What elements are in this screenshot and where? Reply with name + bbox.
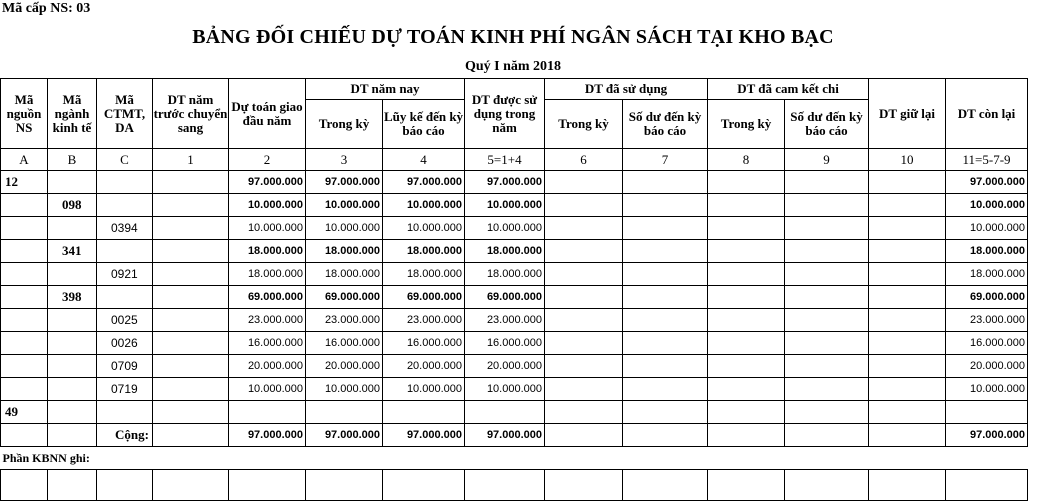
index-cell: 4 <box>383 149 465 171</box>
index-cell: A <box>1 149 48 171</box>
amount-cell <box>623 171 708 194</box>
table-row <box>1 332 1028 355</box>
table-row <box>1 286 1028 309</box>
col-ma-ctmt: Mã CTMT, DA <box>97 79 153 149</box>
sector-code-cell <box>48 171 97 194</box>
total-empty <box>869 424 946 447</box>
amount-cell: 10.000.000 <box>383 378 465 401</box>
amount-cell: 18.000.000 <box>946 263 1028 286</box>
amount-cell: 10.000.000 <box>383 217 465 240</box>
sector-code-cell <box>48 309 97 332</box>
amount-cell <box>623 240 708 263</box>
program-code-cell <box>97 171 153 194</box>
total-empty <box>623 424 708 447</box>
program-code-cell: 0394 <box>97 217 153 240</box>
index-cell: 5=1+4 <box>465 149 545 171</box>
amount-cell: 97.000.000 <box>306 171 383 194</box>
source-code-cell <box>1 194 48 217</box>
amount-cell: 18.000.000 <box>465 263 545 286</box>
amount-cell <box>869 194 946 217</box>
amount-cell <box>383 401 465 424</box>
amount-cell: 23.000.000 <box>229 309 306 332</box>
source-code-cell <box>1 286 48 309</box>
empty-cell <box>946 470 1028 501</box>
table-row <box>1 217 1028 240</box>
source-code-cell <box>1 355 48 378</box>
kbnn-note: Phần KBNN ghi: <box>1 447 1028 470</box>
amount-cell <box>869 286 946 309</box>
amount-cell: 69.000.000 <box>306 286 383 309</box>
amount-cell: 23.000.000 <box>306 309 383 332</box>
amount-cell <box>623 286 708 309</box>
amount-cell: 20.000.000 <box>229 355 306 378</box>
empty-cell <box>465 470 545 501</box>
table-row <box>1 194 1028 217</box>
total-row <box>1 424 1028 447</box>
amount-cell <box>708 194 785 217</box>
amount-cell: 10.000.000 <box>946 378 1028 401</box>
empty-cell <box>306 470 383 501</box>
amount-cell: 10.000.000 <box>465 217 545 240</box>
total-cell: 97.000.000 <box>465 424 545 447</box>
amount-cell: 69.000.000 <box>465 286 545 309</box>
amount-cell <box>545 332 623 355</box>
amount-cell <box>785 355 869 378</box>
amount-cell <box>153 401 229 424</box>
empty-cell <box>785 470 869 501</box>
amount-cell: 10.000.000 <box>465 194 545 217</box>
sector-code-cell: 341 <box>48 240 97 263</box>
amount-cell: 69.000.000 <box>229 286 306 309</box>
amount-cell: 69.000.000 <box>383 286 465 309</box>
col-da-su-dung-so-du: Số dư đến kỳ báo cáo <box>623 100 708 149</box>
col-da-su-dung-trong-ky: Trong kỳ <box>545 100 623 149</box>
amount-cell: 23.000.000 <box>946 309 1028 332</box>
amount-cell <box>785 240 869 263</box>
table-row <box>1 355 1028 378</box>
col-dt-nam-nay: DT năm nay <box>306 79 465 100</box>
amount-cell <box>153 263 229 286</box>
amount-cell <box>869 171 946 194</box>
sector-code-cell <box>48 378 97 401</box>
amount-cell <box>153 240 229 263</box>
amount-cell <box>869 263 946 286</box>
source-code-cell <box>1 332 48 355</box>
report-period: Quý I năm 2018 <box>464 59 562 74</box>
amount-cell <box>623 309 708 332</box>
empty-cell <box>869 470 946 501</box>
amount-cell <box>708 309 785 332</box>
amount-cell: 18.000.000 <box>306 240 383 263</box>
sector-code-cell: 398 <box>48 286 97 309</box>
index-cell: 3 <box>306 149 383 171</box>
index-cell: 11=5-7-9 <box>946 149 1028 171</box>
amount-cell: 10.000.000 <box>306 217 383 240</box>
col-dt-da-su-dung: DT đã sử dụng <box>545 79 708 100</box>
col-dt-con-lai: DT còn lại <box>946 79 1028 149</box>
amount-cell <box>153 309 229 332</box>
program-code-cell: 0026 <box>97 332 153 355</box>
amount-cell: 97.000.000 <box>465 171 545 194</box>
amount-cell: 10.000.000 <box>229 194 306 217</box>
index-cell: 10 <box>869 149 946 171</box>
total-cell: 97.000.000 <box>946 424 1028 447</box>
amount-cell <box>785 401 869 424</box>
amount-cell: 20.000.000 <box>465 355 545 378</box>
note-row <box>1 447 1028 470</box>
amount-cell <box>153 171 229 194</box>
amount-cell: 18.000.000 <box>306 263 383 286</box>
total-empty <box>545 424 623 447</box>
col-dt-nam-truoc: DT năm trước chuyển sang <box>153 79 229 149</box>
amount-cell <box>623 217 708 240</box>
amount-cell <box>545 217 623 240</box>
total-empty <box>48 424 97 447</box>
empty-cell <box>1 470 48 501</box>
total-cell: 97.000.000 <box>229 424 306 447</box>
program-code-cell: 0025 <box>97 309 153 332</box>
amount-cell <box>545 355 623 378</box>
col-ma-nganh: Mã ngành kinh tế <box>48 79 97 149</box>
sector-code-cell <box>48 217 97 240</box>
amount-cell: 10.000.000 <box>465 378 545 401</box>
amount-cell: 23.000.000 <box>465 309 545 332</box>
amount-cell <box>869 309 946 332</box>
col-du-toan-dau-nam: Dự toán giao đầu năm <box>229 79 306 149</box>
amount-cell <box>869 401 946 424</box>
index-cell: 8 <box>708 149 785 171</box>
amount-cell <box>785 332 869 355</box>
col-cam-ket-so-du: Số dư đến kỳ báo cáo <box>785 100 869 149</box>
amount-cell: 18.000.000 <box>229 240 306 263</box>
amount-cell <box>623 332 708 355</box>
total-cell: 97.000.000 <box>306 424 383 447</box>
total-cell: 97.000.000 <box>383 424 465 447</box>
amount-cell <box>545 286 623 309</box>
amount-cell <box>229 401 306 424</box>
amount-cell <box>708 286 785 309</box>
amount-cell: 10.000.000 <box>946 217 1028 240</box>
amount-cell <box>545 171 623 194</box>
col-cam-ket-trong-ky: Trong kỳ <box>708 100 785 149</box>
amount-cell <box>785 309 869 332</box>
empty-cell <box>48 470 97 501</box>
amount-cell: 16.000.000 <box>306 332 383 355</box>
total-empty <box>785 424 869 447</box>
total-empty <box>708 424 785 447</box>
amount-cell <box>869 332 946 355</box>
empty-cell <box>623 470 708 501</box>
program-code-cell <box>97 240 153 263</box>
amount-cell <box>545 194 623 217</box>
report-title: BẢNG ĐỐI CHIẾU DỰ TOÁN KINH PHÍ NGÂN SÁCH TẠI KHO BẠC <box>192 26 834 48</box>
col-ma-nguon: Mã nguồn NS <box>1 79 48 149</box>
amount-cell <box>708 355 785 378</box>
amount-cell: 97.000.000 <box>946 171 1028 194</box>
amount-cell: 18.000.000 <box>229 263 306 286</box>
amount-cell <box>465 401 545 424</box>
index-cell: 9 <box>785 149 869 171</box>
amount-cell <box>785 378 869 401</box>
amount-cell <box>153 286 229 309</box>
amount-cell: 20.000.000 <box>306 355 383 378</box>
amount-cell <box>869 240 946 263</box>
amount-cell <box>708 171 785 194</box>
empty-cell <box>153 470 229 501</box>
amount-cell <box>153 378 229 401</box>
amount-cell <box>545 378 623 401</box>
amount-cell: 97.000.000 <box>383 171 465 194</box>
amount-cell <box>708 332 785 355</box>
amount-cell <box>153 217 229 240</box>
source-code-cell: 49 <box>1 401 48 424</box>
program-code-cell: 0719 <box>97 378 153 401</box>
amount-cell <box>708 240 785 263</box>
amount-cell: 10.000.000 <box>383 194 465 217</box>
amount-cell <box>545 263 623 286</box>
sector-code-cell: 098 <box>48 194 97 217</box>
amount-cell: 16.000.000 <box>465 332 545 355</box>
amount-cell <box>153 194 229 217</box>
amount-cell <box>785 217 869 240</box>
amount-cell <box>785 263 869 286</box>
amount-cell: 10.000.000 <box>306 194 383 217</box>
source-code-cell <box>1 309 48 332</box>
program-code-cell <box>97 286 153 309</box>
col-nam-nay-luy-ke: Lũy kế đến kỳ báo cáo <box>383 100 465 149</box>
amount-cell <box>623 378 708 401</box>
table-row <box>1 401 1028 424</box>
budget-table <box>0 78 1028 501</box>
index-cell: 2 <box>229 149 306 171</box>
program-code-cell: 0709 <box>97 355 153 378</box>
amount-cell <box>623 263 708 286</box>
empty-cell <box>383 470 465 501</box>
sector-code-cell <box>48 401 97 424</box>
total-empty <box>153 424 229 447</box>
sector-code-cell <box>48 355 97 378</box>
program-code-cell: 0921 <box>97 263 153 286</box>
total-label: Cộng: <box>97 424 153 447</box>
source-code-cell <box>1 263 48 286</box>
amount-cell: 16.000.000 <box>383 332 465 355</box>
col-dt-cam-ket: DT đã cam kết chi <box>708 79 869 100</box>
amount-cell <box>623 355 708 378</box>
amount-cell <box>153 355 229 378</box>
source-code-cell <box>1 240 48 263</box>
index-cell: 7 <box>623 149 708 171</box>
amount-cell <box>946 401 1028 424</box>
empty-cell <box>708 470 785 501</box>
column-index-row <box>1 149 1028 171</box>
col-dt-duoc-su-dung: DT được sử dụng trong năm <box>465 79 545 149</box>
empty-cell <box>545 470 623 501</box>
total-empty <box>1 424 48 447</box>
amount-cell: 18.000.000 <box>383 263 465 286</box>
amount-cell: 10.000.000 <box>229 217 306 240</box>
amount-cell <box>708 378 785 401</box>
budget-code: Mã cấp NS: 03 <box>2 1 91 16</box>
amount-cell: 16.000.000 <box>946 332 1028 355</box>
amount-cell <box>545 401 623 424</box>
amount-cell <box>545 240 623 263</box>
amount-cell <box>153 332 229 355</box>
amount-cell: 10.000.000 <box>229 378 306 401</box>
amount-cell <box>545 309 623 332</box>
amount-cell <box>306 401 383 424</box>
amount-cell: 20.000.000 <box>946 355 1028 378</box>
amount-cell <box>869 355 946 378</box>
index-cell: 6 <box>545 149 623 171</box>
table-row <box>1 171 1028 194</box>
empty-row <box>1 470 1028 501</box>
amount-cell <box>623 401 708 424</box>
empty-cell <box>229 470 306 501</box>
program-code-cell <box>97 194 153 217</box>
table-row <box>1 240 1028 263</box>
amount-cell: 20.000.000 <box>383 355 465 378</box>
amount-cell <box>785 286 869 309</box>
amount-cell: 23.000.000 <box>383 309 465 332</box>
col-dt-giu-lai: DT giữ lại <box>869 79 946 149</box>
amount-cell: 10.000.000 <box>946 194 1028 217</box>
amount-cell: 18.000.000 <box>465 240 545 263</box>
amount-cell <box>785 194 869 217</box>
amount-cell: 16.000.000 <box>229 332 306 355</box>
index-cell: C <box>97 149 153 171</box>
sector-code-cell <box>48 332 97 355</box>
table-row <box>1 263 1028 286</box>
source-code-cell: 12 <box>1 171 48 194</box>
amount-cell <box>869 217 946 240</box>
amount-cell <box>708 401 785 424</box>
amount-cell <box>708 217 785 240</box>
col-nam-nay-trong-ky: Trong kỳ <box>306 100 383 149</box>
source-code-cell <box>1 217 48 240</box>
sector-code-cell <box>48 263 97 286</box>
table-row <box>1 309 1028 332</box>
program-code-cell <box>97 401 153 424</box>
amount-cell <box>785 171 869 194</box>
amount-cell: 18.000.000 <box>946 240 1028 263</box>
empty-cell <box>97 470 153 501</box>
amount-cell: 18.000.000 <box>383 240 465 263</box>
index-cell: 1 <box>153 149 229 171</box>
amount-cell <box>869 378 946 401</box>
source-code-cell <box>1 378 48 401</box>
table-row <box>1 378 1028 401</box>
amount-cell <box>623 194 708 217</box>
amount-cell: 10.000.000 <box>306 378 383 401</box>
amount-cell: 97.000.000 <box>229 171 306 194</box>
data-rows <box>1 171 1028 424</box>
index-cell: B <box>48 149 97 171</box>
amount-cell: 69.000.000 <box>946 286 1028 309</box>
amount-cell <box>708 263 785 286</box>
